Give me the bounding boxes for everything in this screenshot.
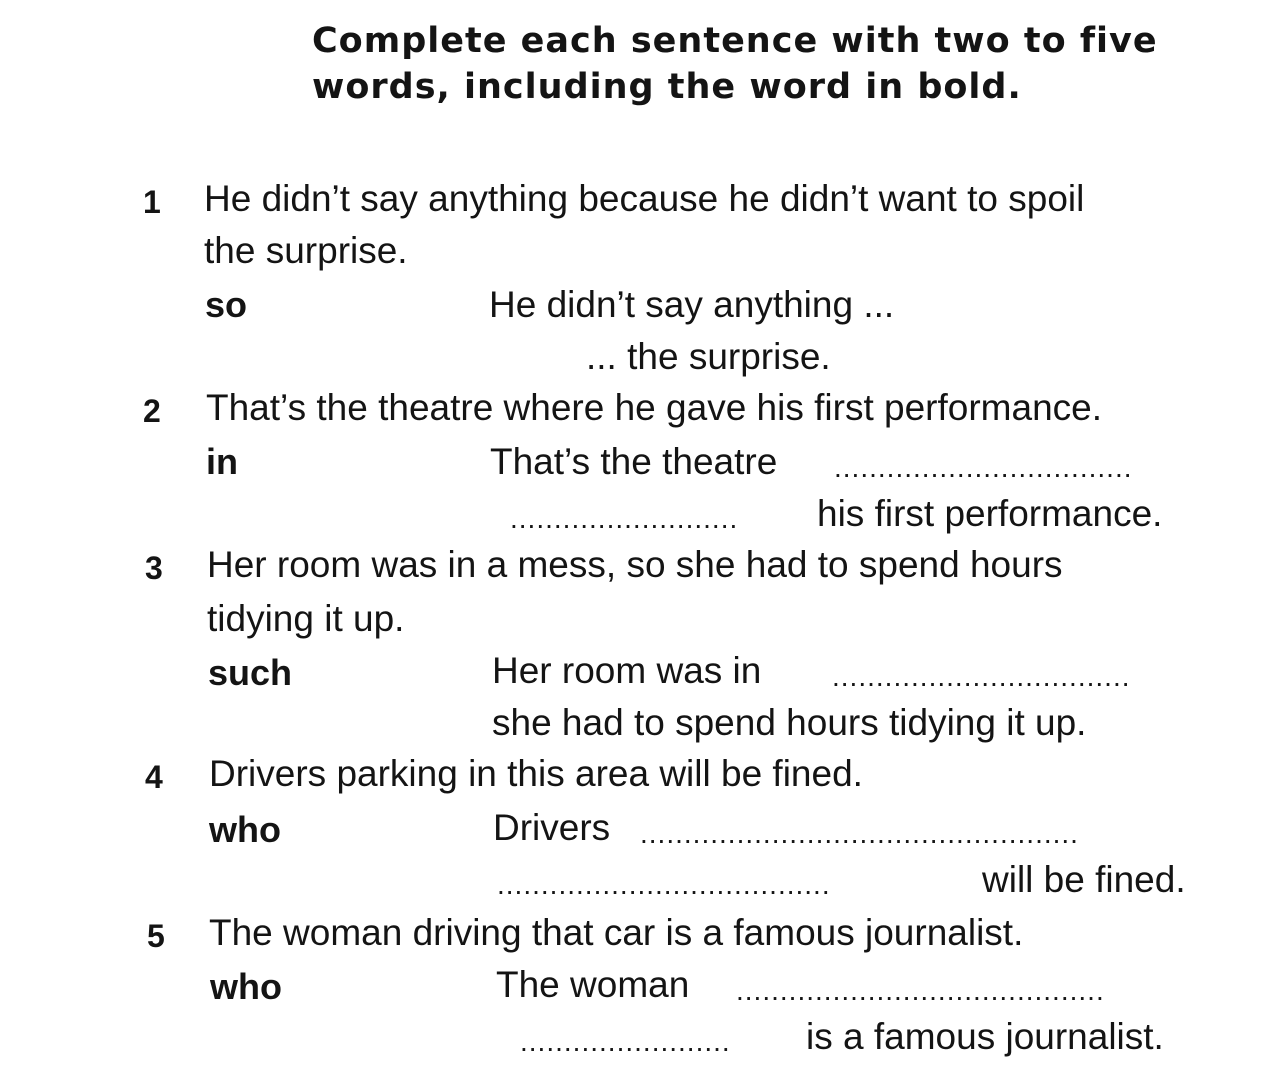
item-number: 2 (143, 393, 161, 429)
item-rewrite: The woman (496, 964, 690, 1005)
answer-blank[interactable]: ........................ (520, 1026, 731, 1057)
item-rewrite: He didn’t say anything ... (489, 284, 895, 325)
answer-blank[interactable]: ...................................... (497, 869, 831, 900)
item-rewrite-continued: ... the surprise. (586, 336, 831, 377)
item-sentence: He didn’t say anything because he didn’t want to spoil (204, 178, 1085, 219)
item-number: 3 (145, 550, 163, 586)
instructions-line-2: words, including the word in bold. (312, 67, 1022, 107)
item-rewrite-continued: is a famous journalist. (806, 1016, 1164, 1057)
item-rewrite-continued: she had to spend hours tidying it up. (492, 702, 1087, 743)
answer-blank[interactable]: .......................... (510, 503, 739, 534)
item-keyword: who (210, 966, 282, 1007)
item-rewrite-continued: will be fined. (982, 859, 1186, 900)
item-sentence: That’s the theatre where he gave his first performance. (206, 387, 1103, 428)
instructions-line-1: Complete each sentence with two to five (312, 21, 1158, 61)
item-sentence: Drivers parking in this area will be fined. (209, 753, 863, 794)
answer-blank[interactable]: .................................. (832, 661, 1131, 692)
answer-blank[interactable]: .................................. (834, 452, 1133, 483)
answer-blank[interactable]: .................................................. (640, 818, 1079, 849)
item-number: 4 (145, 759, 163, 795)
item-keyword: so (205, 284, 248, 325)
item-rewrite: Her room was in (492, 650, 762, 691)
item-keyword: such (208, 652, 293, 693)
item-keyword: who (209, 809, 281, 850)
item-keyword: in (206, 441, 238, 482)
answer-blank[interactable]: .......................................... (736, 975, 1105, 1006)
item-sentence-continued: tidying it up. (207, 598, 405, 639)
item-sentence-continued: the surprise. (204, 230, 408, 271)
item-rewrite: That’s the theatre (490, 441, 778, 482)
item-rewrite: Drivers (493, 807, 611, 848)
item-number: 1 (143, 184, 161, 220)
item-number: 5 (147, 918, 165, 954)
item-sentence: The woman driving that car is a famous journalist. (209, 912, 1024, 953)
item-rewrite-continued: his first performance. (817, 493, 1163, 534)
item-sentence: Her room was in a mess, so she had to spend hours (207, 544, 1063, 585)
